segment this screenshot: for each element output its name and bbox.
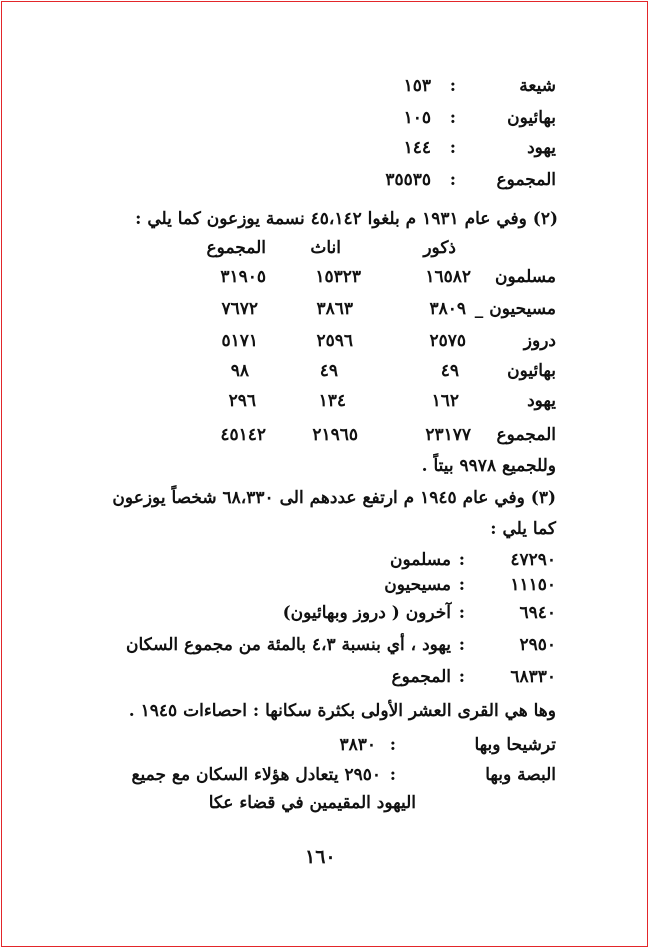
- column-header-males: ذكور: [423, 238, 456, 258]
- table-cell-males: ٤٩: [440, 361, 459, 381]
- list-label: آخرون ( دروز وبهائيون): [282, 603, 451, 623]
- table-cell-total: ٩٨: [230, 361, 249, 381]
- village-name: ترشيحا وبها: [474, 735, 556, 755]
- village-population-note-continued: اليهود المقيمين في قضاء عكا: [208, 793, 416, 813]
- table-cell-females: ١٣٤: [318, 391, 346, 411]
- top-list-value: ١٠٥: [403, 108, 431, 128]
- villages-intro: وها هي القرى العشر الأولى بكثرة سكانها : احصاءات ١٩٤٥ .: [128, 701, 556, 721]
- village-population: ٣٨٣٠: [339, 735, 376, 755]
- list-label: مسيحيون: [384, 575, 451, 595]
- list-value: ٦٩٤٠: [519, 603, 556, 623]
- table-cell-females: ٢١٩٦٥: [312, 425, 358, 445]
- top-list-label: شيعة: [519, 76, 556, 96]
- table-row-label: مسيحيون _: [474, 299, 556, 319]
- top-list-value: ٣٥٥٣٥: [385, 170, 431, 190]
- list-label: المجموع: [391, 667, 451, 687]
- list-value: ١١١٥٠: [510, 575, 556, 595]
- table-row-label: يهود: [527, 391, 556, 411]
- colon: :: [458, 667, 465, 687]
- colon: :: [449, 170, 456, 190]
- table-cell-total: ٢٩٦: [228, 391, 256, 411]
- table-cell-total: ٣١٩٠٥: [220, 267, 266, 287]
- table-cell-males: ١٦٥٨٢: [425, 267, 471, 287]
- colon: :: [449, 76, 456, 96]
- colon: :: [389, 765, 396, 785]
- table-cell-females: ٤٩: [319, 361, 338, 381]
- colon: :: [389, 735, 396, 755]
- list-value: ٤٧٢٩٠: [510, 550, 556, 570]
- table-row-label: مسلمون: [495, 267, 556, 287]
- table-row-label: المجموع: [496, 425, 556, 445]
- table-cell-males: ٣٨٠٩: [429, 299, 466, 319]
- top-list-label: بهائيون: [507, 108, 556, 128]
- list-label: يهود ، أي بنسبة ٤،٣ بالمئة من مجموع السكان: [126, 635, 451, 655]
- table-cell-males: ٢٣١٧٧: [425, 425, 471, 445]
- table-cell-total: ٤٥١٤٢: [220, 425, 266, 445]
- village-population-note: ٢٩٥٠ يتعادل هؤلاء السكان مع جميع: [131, 765, 381, 785]
- section2-heading: (٢) وفي عام ١٩٣١ م بلغوا ٤٥،١٤٢ نسمة يوزعون كما يلي :: [135, 209, 558, 229]
- table-cell-females: ١٥٣٢٣: [315, 267, 361, 287]
- column-header-total: المجموع: [206, 238, 266, 258]
- top-list-label: يهود: [527, 138, 556, 158]
- top-list-label: المجموع: [496, 170, 556, 190]
- colon: :: [458, 635, 465, 655]
- colon: :: [458, 575, 465, 595]
- colon: :: [449, 108, 456, 128]
- colon: :: [449, 138, 456, 158]
- houses-note: وللجميع ٩٩٧٨ بيتاً .: [421, 456, 556, 476]
- table-cell-females: ٢٥٩٦: [316, 331, 353, 351]
- table-cell-total: ٧٦٧٢: [221, 299, 258, 319]
- colon: :: [458, 550, 465, 570]
- table-cell-males: ١٦٢: [431, 391, 459, 411]
- village-name: البصة وبها: [485, 765, 556, 785]
- top-list-value: ١٥٣: [403, 76, 431, 96]
- table-cell-males: ٢٥٧٥: [429, 331, 466, 351]
- top-list-value: ١٤٤: [403, 138, 431, 158]
- table-cell-total: ٥١٧١: [221, 331, 258, 351]
- colon: :: [458, 603, 465, 623]
- page-number: ١٦٠: [305, 846, 336, 868]
- table-row-label: دروز: [523, 331, 556, 351]
- list-value: ٦٨٣٣٠: [510, 667, 556, 687]
- table-row-label: بهائيون: [507, 361, 556, 381]
- table-cell-females: ٣٨٦٣: [316, 299, 353, 319]
- list-value: ٢٩٥٠: [519, 635, 556, 655]
- column-header-females: اناث: [310, 238, 341, 258]
- section3-heading: (٣) وفي عام ١٩٤٥ م ارتفع عددهم الى ٦٨،٣٣٠ شخصاً يوزعون: [112, 488, 556, 508]
- list-label: مسلمون: [390, 550, 451, 570]
- section3-heading-continued: كما يلي :: [490, 519, 556, 539]
